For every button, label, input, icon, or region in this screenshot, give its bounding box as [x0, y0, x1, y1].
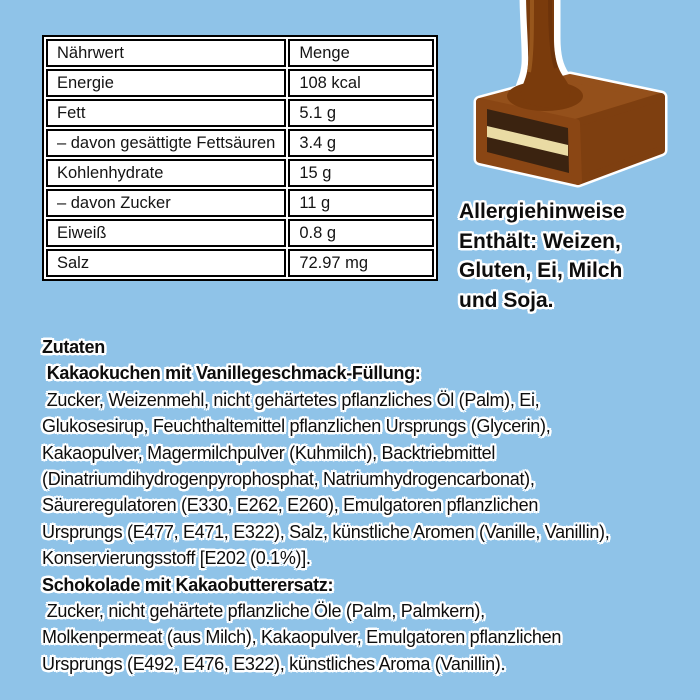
ingredient-line: Molkenpermeat (aus Milch), Kakaopulver, Emulgatoren pflanzlichen — [42, 627, 562, 648]
cell-value: 0.8 g — [288, 219, 434, 247]
cell-label: Eiweiß — [46, 219, 286, 247]
cell-label: Salz — [46, 249, 286, 277]
cell-label: – davon gesättigte Fettsäuren — [46, 129, 286, 157]
ingredient-line: Zucker, nicht gehärtete pflanzliche Öle (Palm, Palmkern), — [42, 601, 485, 622]
ingredient-line: (Dinatriumdihydrogenpyrophosphat, Natriumhydrogencarbonat), — [42, 469, 535, 490]
table-header-row — [46, 39, 434, 67]
table-row-salz — [46, 249, 434, 277]
ingredients-section — [42, 334, 698, 677]
allergy-notice — [459, 197, 625, 315]
allergy-title: Allergiehinweise — [459, 200, 625, 223]
ingredient-line: Konservierungsstoff [E202 (0.1%)]. — [42, 548, 311, 569]
ingredient-line: Kakaopulver, Magermilchpulver (Kuhmilch), Backtriebmittel — [42, 442, 496, 463]
ingredient-line: Säureregulatoren (E330, E262, E260), Emulgatoren pflanzlichen — [42, 495, 539, 516]
cell-value: 5.1 g — [288, 99, 434, 127]
table-row-kohlenhydrate — [46, 159, 434, 187]
table-row-fett — [46, 99, 434, 127]
product-cake-image — [448, 0, 678, 200]
ingredients-subheading-cake: Kakaokuchen mit Vanillegeschmack-Füllung: — [42, 363, 421, 384]
table-row-energie — [46, 69, 434, 97]
ingredients-subheading-chocolate: Schokolade mit Kakaobutterersatz: — [42, 574, 334, 595]
cell-label: Energie — [46, 69, 286, 97]
cell-value: 72.97 mg — [288, 249, 434, 277]
chocolate-drizzle — [521, 0, 570, 107]
cell-label: Kohlenhydrate — [46, 159, 286, 187]
allergy-line: Enthält: Weizen, — [459, 229, 621, 253]
cell-value: 3.4 g — [288, 129, 434, 157]
ingredient-line: Ursprungs (E492, E476, E322), künstliches Aroma (Vanillin). — [42, 653, 506, 674]
table-row-gesaettigte-fettsaeuren — [46, 129, 434, 157]
cell-label: – davon Zucker — [46, 189, 286, 217]
ingredient-line: Glukosesirup, Feuchthaltemittel pflanzlichen Ursprungs (Glycerin), — [42, 416, 551, 437]
header-cell-amount: Menge — [288, 39, 434, 67]
nutrition-table — [42, 35, 438, 281]
allergy-line: Gluten, Ei, Milch — [459, 259, 623, 282]
cell-label: Fett — [46, 99, 286, 127]
cell-value: 108 kcal — [288, 69, 434, 97]
ingredient-line: Zucker, Weizenmehl, nicht gehärtetes pflanzliches Öl (Palm), Ei, — [42, 389, 540, 410]
cell-value: 11 g — [288, 189, 434, 217]
ingredients-title: Zutaten — [42, 337, 105, 357]
ingredient-line: Ursprungs (E477, E471, E322), Salz, künstliche Aromen (Vanille, Vanillin), — [42, 521, 610, 542]
table-row-zucker — [46, 189, 434, 217]
header-cell-nutrient: Nährwert — [46, 39, 286, 67]
allergy-line: und Soja. — [459, 288, 554, 312]
table-row-eiweiss — [46, 219, 434, 247]
cell-value: 15 g — [288, 159, 434, 187]
